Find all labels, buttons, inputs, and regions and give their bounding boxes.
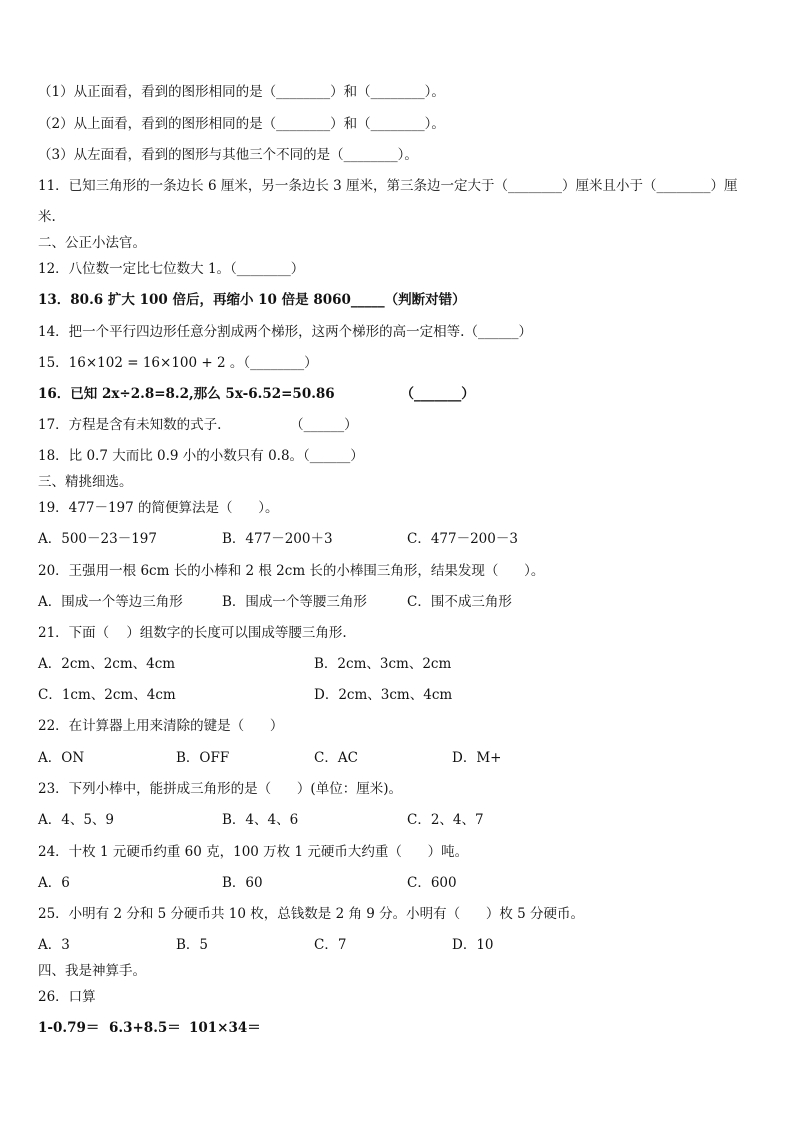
question-22-option-a: A．ON <box>38 750 85 766</box>
question-21-stem: 21．下面（ ）组数字的长度可以围成等腰三角形. <box>38 625 347 641</box>
section-3-heading: 三、精挑细选。 <box>38 474 133 490</box>
question-16: 16．已知 2x÷2.8=8.2,那么 5x-6.52=50.86 （_______） <box>38 386 475 402</box>
question-20-option-c: C．围不成三角形 <box>407 594 512 610</box>
question-18: 18．比 0.7 大而比 0.9 小的小数只有 0.8。（______） <box>38 448 364 464</box>
question-22-option-b: B．OFF <box>176 750 230 766</box>
question-23-stem: 23．下列小棒中，能拼成三角形的是（ ）(单位：厘米)。 <box>38 781 402 797</box>
question-25-option-d: D．10 <box>452 937 494 953</box>
question-19-option-c: C．477－200－3 <box>407 531 518 547</box>
question-20-option-b: B．围成一个等腰三角形 <box>222 594 367 610</box>
question-23-option-c: C．2、4、7 <box>407 812 484 828</box>
section-2-heading: 二、公正小法官。 <box>38 235 146 251</box>
question-11-line-2: 米. <box>38 209 56 225</box>
question-19-option-b: B．477－200＋3 <box>222 531 333 547</box>
question-25-option-b: B．5 <box>176 937 209 953</box>
question-20-stem: 20．王强用一根 6cm 长的小棒和 2 根 2cm 长的小棒围三角形，结果发现（ ）。 <box>38 563 545 579</box>
section-4-heading: 四、我是神算手。 <box>38 963 146 979</box>
question-17: 17．方程是含有未知数的式子. （______） <box>38 417 358 433</box>
question-25-option-c: C．7 <box>314 937 347 953</box>
question-21-option-a: A．2cm、2cm、4cm <box>38 656 176 672</box>
question-26-expr-2: 6.3+8.5＝ <box>109 1020 181 1036</box>
question-12: 12．八位数一定比七位数大 1。（________） <box>38 261 305 277</box>
question-19-stem: 19．477－197 的简便算法是（ ）。 <box>38 500 279 516</box>
question-24-stem: 24．十枚 1 元硬币约重 60 克，100 万枚 1 元硬币大约重（ ）吨。 <box>38 844 469 860</box>
question-23-option-a: A．4、5、9 <box>38 812 115 828</box>
question-25-option-a: A．3 <box>38 937 70 953</box>
question-10-part-2: （2）从上面看，看到的图形相同的是（________）和（________）。 <box>38 116 445 132</box>
question-22-option-c: C．AC <box>314 750 358 766</box>
question-21-option-c: C．1cm、2cm、4cm <box>38 687 176 703</box>
question-14: 14．把一个平行四边形任意分割成两个梯形，这两个梯形的高一定相等.（______） <box>38 324 532 340</box>
question-24-option-b: B．60 <box>222 875 263 891</box>
question-24-option-a: A．6 <box>38 875 70 891</box>
question-15: 15．16×102 = 16×100 + 2 。（________） <box>38 355 318 371</box>
question-22-stem: 22．在计算器上用来清除的键是（ ） <box>38 718 284 734</box>
question-24-option-c: C．600 <box>407 875 457 891</box>
question-21-option-d: D．2cm、3cm、4cm <box>314 687 453 703</box>
question-21-option-b: B．2cm、3cm、2cm <box>314 656 452 672</box>
question-26-expr-1: 1-0.79＝ <box>38 1020 100 1036</box>
question-11-line-1: 11．已知三角形的一条边长 6 厘米，另一条边长 3 厘米，第三条边一定大于（________）厘米且小于（________）厘 <box>38 178 738 194</box>
question-26-stem: 26．口算 <box>38 989 96 1005</box>
question-19-option-a: A．500－23－197 <box>38 531 157 547</box>
question-10-part-3: （3）从左面看，看到的图形与其他三个不同的是（________）。 <box>38 147 418 163</box>
question-26-expr-3: 101×34＝ <box>189 1020 261 1036</box>
question-10-part-1: （1）从正面看，看到的图形相同的是（________）和（________）。 <box>38 84 445 100</box>
question-22-option-d: D．M+ <box>452 750 502 766</box>
question-13: 13．80.6 扩大 100 倍后，再缩小 10 倍是 8060_____（判断对错） <box>38 292 466 308</box>
question-20-option-a: A．围成一个等边三角形 <box>38 594 183 610</box>
question-23-option-b: B．4、4、6 <box>222 812 299 828</box>
question-25-stem: 25．小明有 2 分和 5 分硬币共 10 枚，总钱数是 2 角 9 分。小明有（ ）枚 5 分硬币。 <box>38 906 585 922</box>
